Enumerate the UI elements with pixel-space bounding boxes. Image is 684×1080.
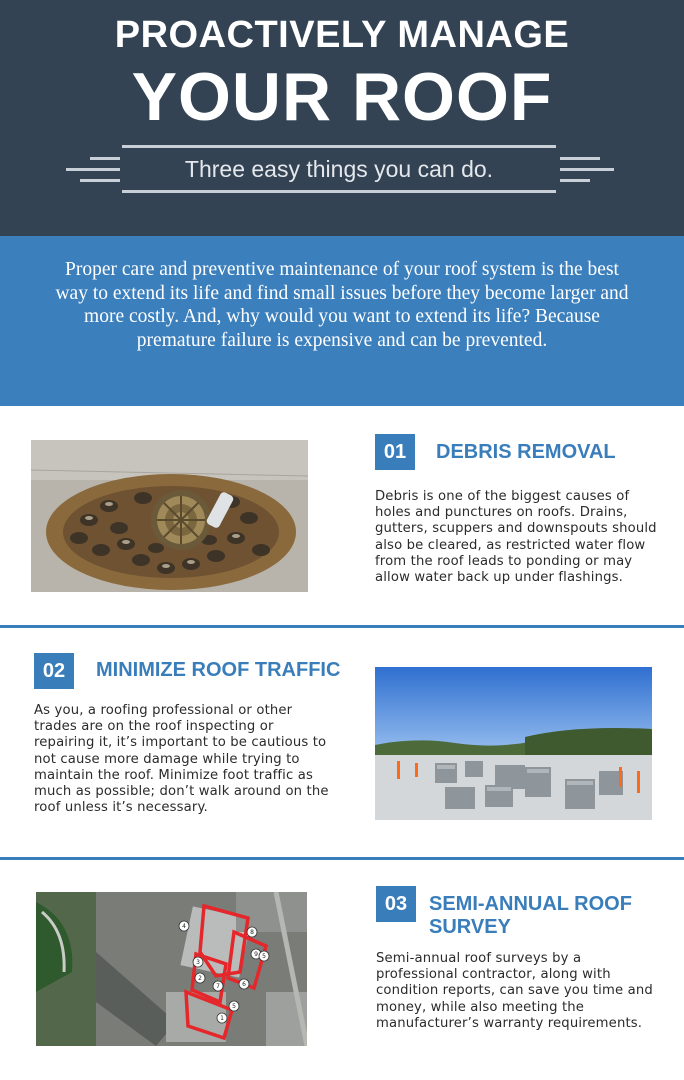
survey-marker-4: 4 <box>182 923 186 930</box>
section-3-body: Semi-annual roof surveys by a professional contractor, along with condition reports, can save you time and money, while also meeting the manufacturer’s warranty requirements. <box>376 951 653 1031</box>
survey-marker-5: 5 <box>232 1003 236 1010</box>
section-2-number: 02 <box>34 653 74 689</box>
section-3-number: 03 <box>376 886 416 922</box>
section-divider-1 <box>0 625 684 628</box>
survey-marker-7: 7 <box>216 983 220 990</box>
debris-photo <box>31 440 308 592</box>
survey-marker-10: 5 <box>262 953 266 960</box>
section-3-title: SEMI-ANNUAL ROOF SURVEY <box>429 893 632 938</box>
survey-marker-1: 1 <box>220 1015 224 1022</box>
intro-text: Proper care and preventive maintenance of your roof system is the best way to extend its life and find small issues before they become larger and more costly. And, why would you want to extend its life? Because premature failure is expensive and can be prevented. <box>55 259 629 351</box>
title-line-1: PROACTIVELY MANAGE <box>114 14 570 56</box>
section-1-title: DEBRIS REMOVAL <box>436 441 616 463</box>
title-line-2: YOUR ROOF <box>131 59 553 135</box>
section-divider-2 <box>0 857 684 860</box>
section-2-title: MINIMIZE ROOF TRAFFIC <box>96 659 341 681</box>
section-1-number: 01 <box>375 434 415 470</box>
survey-aerial-photo <box>36 892 307 1046</box>
survey-marker-3: 3 <box>196 959 200 966</box>
rooftop-photo <box>375 667 652 820</box>
survey-marker-2: 2 <box>198 975 202 982</box>
tagline: Three easy things you can do. <box>184 156 494 182</box>
survey-marker-6: 6 <box>242 981 246 988</box>
section-1-body: Debris is one of the biggest causes of holes and punctures on roofs. Drains, gutters, scuppers and downspouts should also be cleared, as restricted water flow from the roof leads to ponding or may allow water back up under flashings. <box>375 489 657 586</box>
survey-marker-8: 8 <box>250 929 254 936</box>
section-2-body: As you, a roofing professional or other trades are on the roof inspecting or repairing it, it’s important to be cautious to not cause more damage while trying to maintain the roof. Minimize foot traffic as much as possible; don’t walk around on the roof unless it’s necessary. <box>34 703 329 816</box>
survey-marker-9: 9 <box>254 951 258 958</box>
